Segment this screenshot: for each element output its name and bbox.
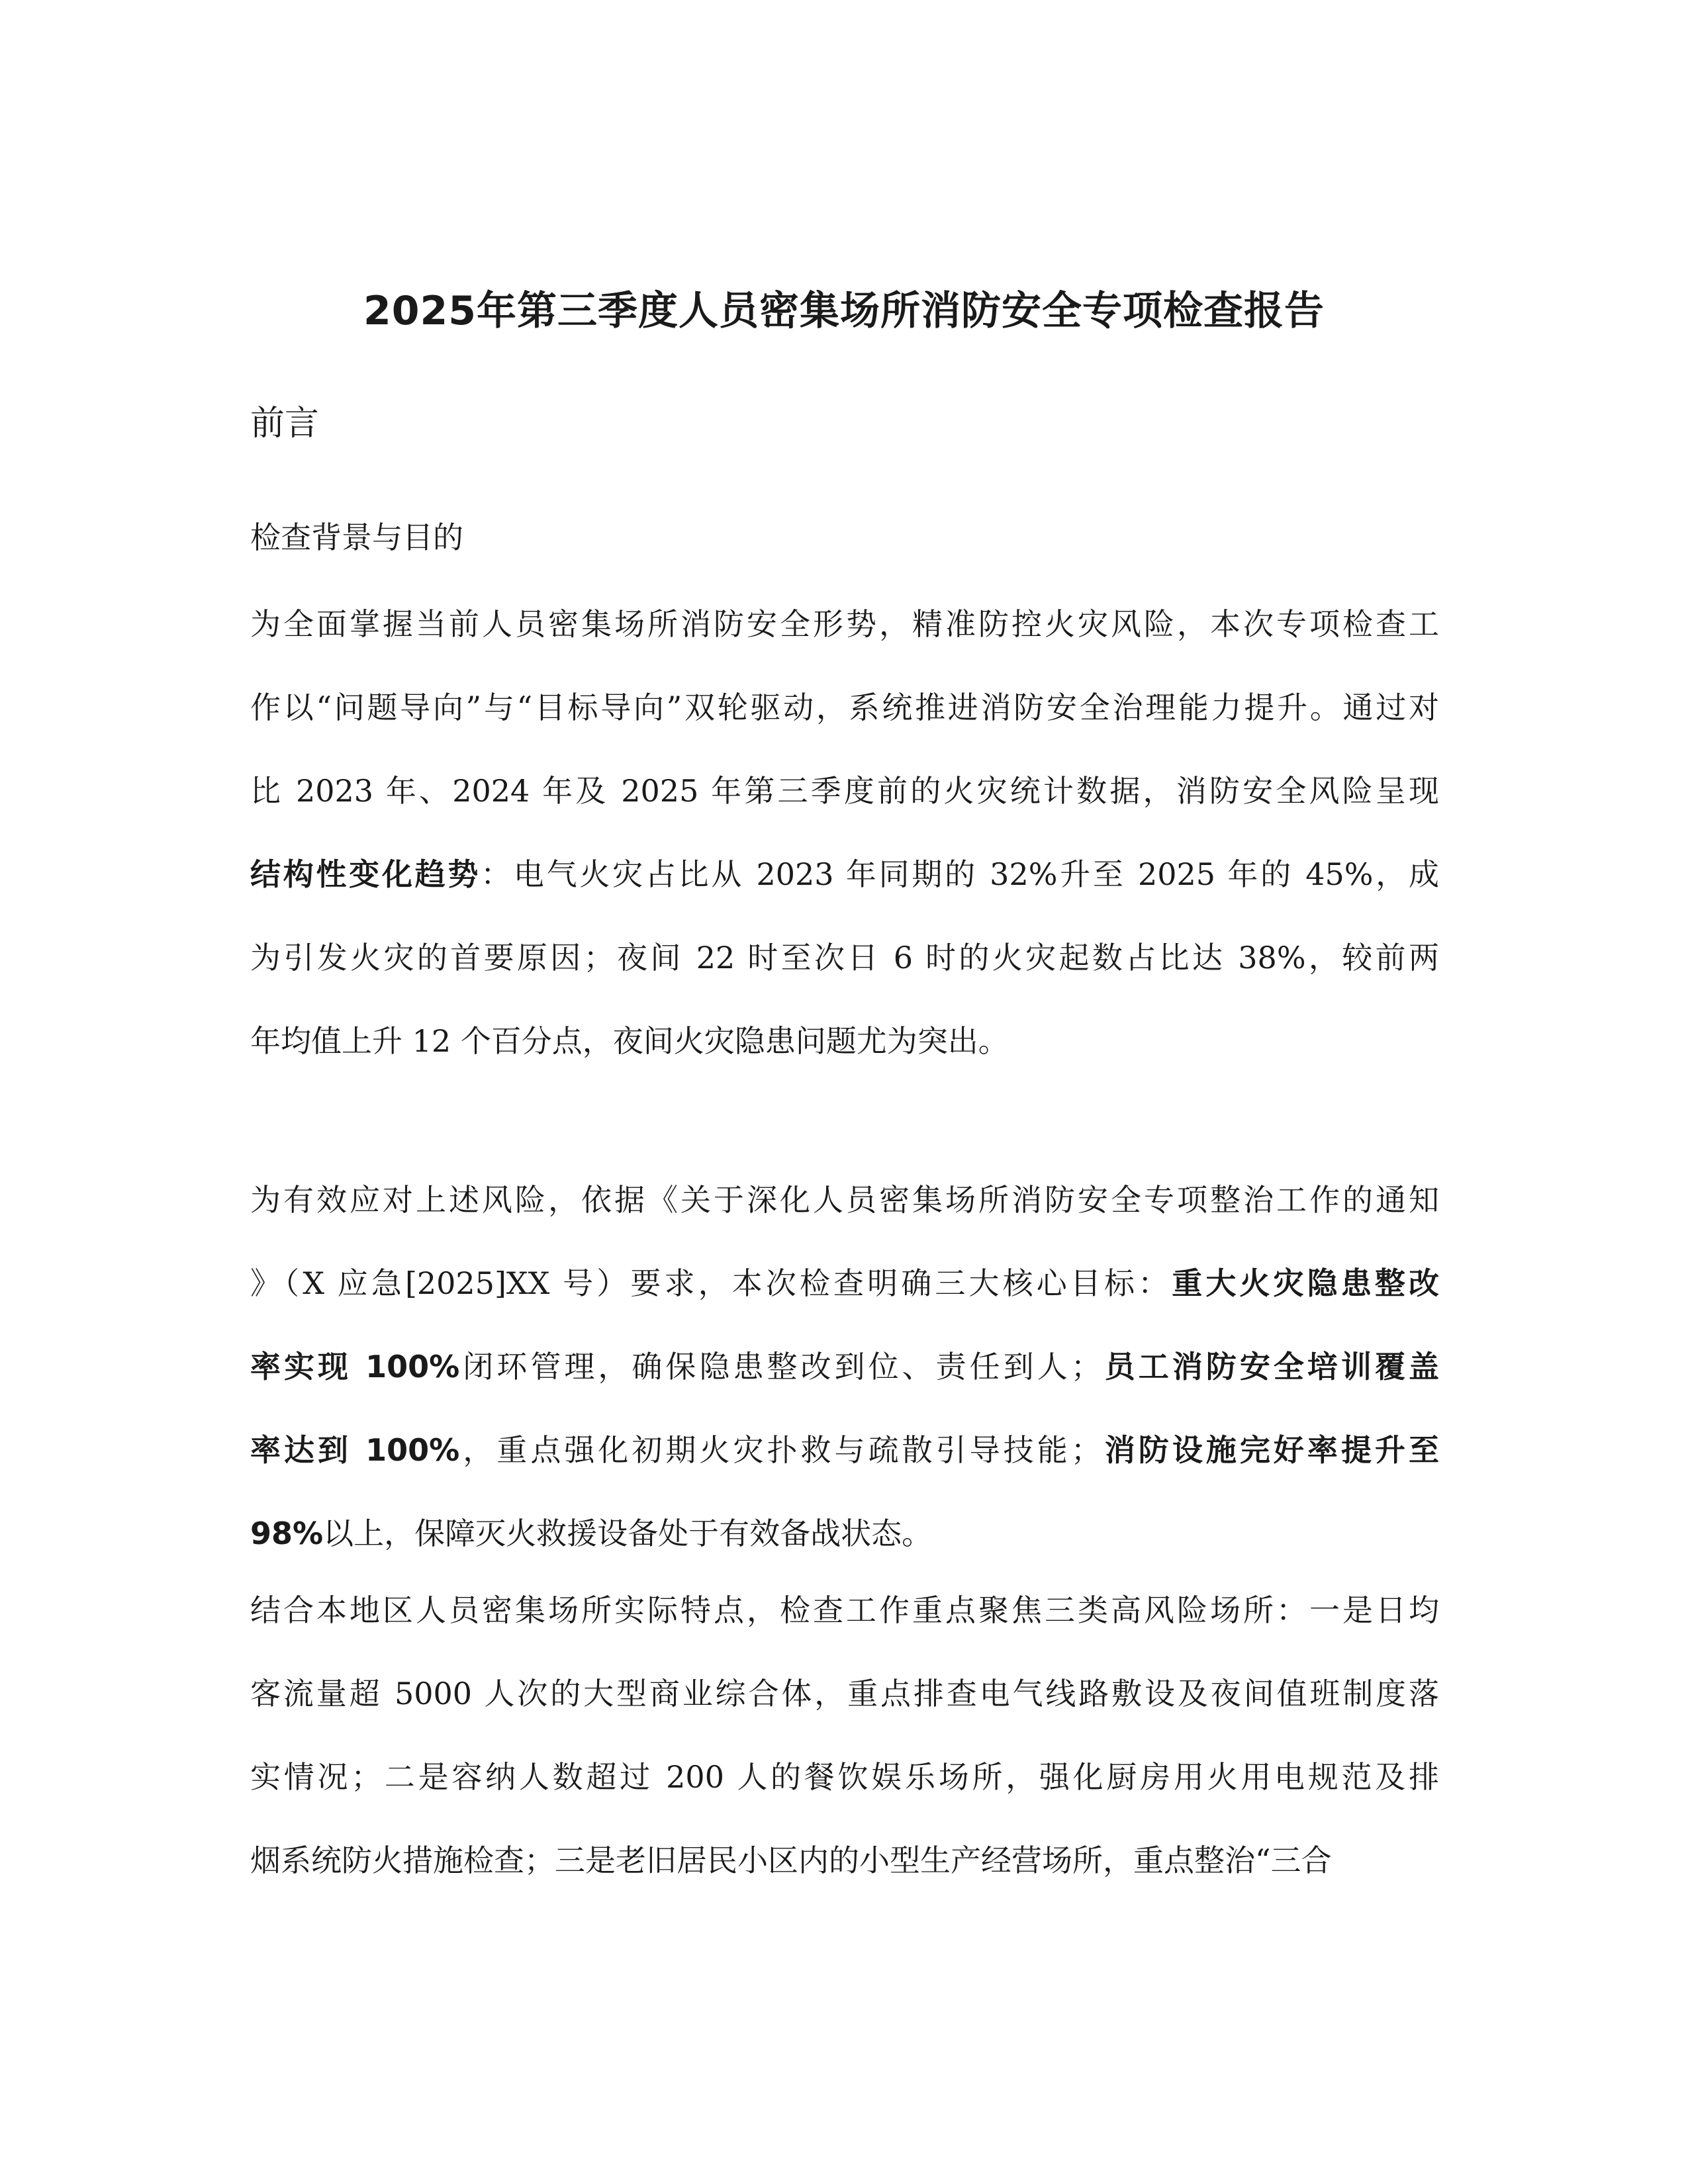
paragraph-line [250, 1325, 1439, 1408]
bold-text-run: 员工消防安全培训覆盖 [1101, 1349, 1440, 1385]
paragraph-objectives [250, 1158, 1439, 1575]
bold-text-run: 结构性变化趋势 [250, 856, 481, 892]
paragraph-line [250, 1242, 1439, 1325]
text-run: 闭环管理，确保隐患整改到位、责任到人； [459, 1349, 1102, 1385]
paragraph-line [250, 1569, 1439, 1652]
paragraph-line [250, 833, 1439, 916]
bold-text-run: 重大火灾隐患整改 [1172, 1265, 1440, 1301]
paragraph-line [250, 999, 1439, 1083]
text-run: 为全面掌握当前人员密集场所消防安全形势，精准防控火灾风险，本次专项检查工 [250, 606, 1439, 642]
text-run: 作以“问题导向”与“目标导向”双轮驱动，系统推进消防安全治理能力提升。通过对 [250, 690, 1439, 725]
text-run: 烟系统防火措施检查；三是老旧居民小区内的小型生产经营场所，重点整治“三合 [250, 1843, 1332, 1878]
text-run: 为有效应对上述风险，依据《关于深化人员密集场所消防安全专项整治工作的通知 [250, 1182, 1439, 1218]
paragraph-line [250, 666, 1439, 749]
paragraph-line [250, 1819, 1439, 1902]
document-title: 2025年第三季度人员密集场所消防安全专项检查报告 [363, 288, 1325, 334]
bold-text-run: 消防设施完好率提升至 [1101, 1432, 1440, 1468]
text-run: ：电气火灾占比从 2023 年同期的 32%升至 2025 年的 45%，成 [481, 856, 1439, 892]
section-heading: 前言 [250, 404, 320, 443]
text-run: 》（X 应急[2025]XX 号）要求，本次检查明确三大核心目标： [250, 1265, 1172, 1301]
paragraph-line [250, 1735, 1439, 1819]
text-run: 客流量超 5000 人次的大型商业综合体，重点排查电气线路敷设及夜间值班制度落 [250, 1676, 1439, 1711]
paragraph-focus-areas [250, 1569, 1439, 1902]
sub-heading: 检查背景与目的 [250, 520, 463, 555]
bold-text-run: 98% [250, 1516, 324, 1551]
bold-text-run: 率实现 100% [250, 1349, 460, 1385]
paragraph-line [250, 1408, 1439, 1492]
text-run: 为引发火灾的首要原因；夜间 22 时至次日 6 时的火灾起数占比达 38%，较前两 [250, 940, 1439, 976]
bold-text-run: 率达到 100% [250, 1432, 460, 1468]
paragraph-line [250, 1492, 1439, 1575]
paragraph-line [250, 916, 1439, 999]
paragraph-line [250, 749, 1439, 833]
paragraph-background [250, 582, 1439, 1083]
text-run: 年均值上升 12 个百分点，夜间火灾隐患问题尤为突出。 [250, 1023, 1009, 1059]
text-run: 以上，保障灭火救援设备处于有效备战状态。 [323, 1516, 933, 1551]
text-run: 实情况；二是容纳人数超过 200 人的餐饮娱乐场所，强化厨房用火用电规范及排 [250, 1759, 1439, 1795]
paragraph-line [250, 582, 1439, 666]
text-run: 比 2023 年、2024 年及 2025 年第三季度前的火灾统计数据，消防安全风险呈现 [250, 773, 1439, 809]
paragraph-line [250, 1652, 1439, 1735]
text-run: ，重点强化初期火灾扑救与疏散引导技能； [459, 1432, 1102, 1468]
text-run: 结合本地区人员密集场所实际特点，检查工作重点聚焦三类高风险场所：一是日均 [250, 1592, 1439, 1628]
paragraph-line [250, 1158, 1439, 1242]
